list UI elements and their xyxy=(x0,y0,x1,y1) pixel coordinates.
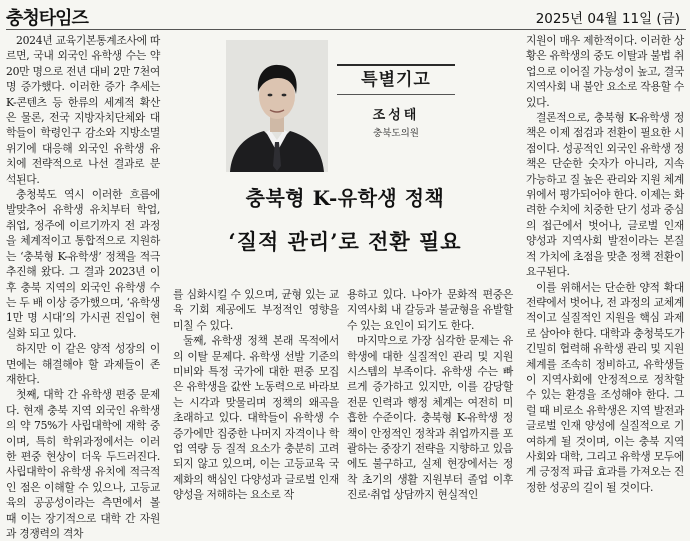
newspaper-name: 충청타임즈 xyxy=(6,8,88,29)
paragraph: 마지막으로 가장 심각한 문제는 유학생에 대한 실질적인 관리 및 지원 시스템의 부족이다. 유학생 수는 빠르게 증가하고 있지만, 이를 감당할 전문 인력과 행정 체계는 여전히 미흡한 수준이다. 충북형 K-유학생 정책이 안정적인 정착과 취업까지를 포괄하는 중장기 전략을 지향하고 있음에도 불구하고, 실제 현장에서는 정착 초기의 생활 지원부터 졸업 이후 진로·취업 상담까지 현실적인 xyxy=(347,334,513,502)
paragraph: 지원이 매우 제한적이다. 이러한 상황은 유학생의 중도 이탈과 불법 취업으로 이어질 가능성이 높고, 결국 지역사회 내 불안 요소로 작용할 수 있다. xyxy=(526,34,684,109)
headline-line-1: 충북형 K-유학생 정책 xyxy=(245,186,445,210)
author-portrait xyxy=(226,40,328,172)
paragraph: 하지만 이 같은 양적 성장의 이면에는 해결해야 할 과제들이 존재한다. xyxy=(6,342,160,386)
paragraph: 결론적으로, 충북형 K-유학생 정책은 이제 점검과 전환이 필요한 시점이다. 성공적인 외국인 유학생 정책은 단순한 숫자가 아니라, 지속 가능하고 질 높은 관리와 지원 체계 위에서 평가되어야 한다. 이제는 화려한 수치에 치중한 단기 성과 중심의 접근에서 벗어나, 글로벌 인재 양성과 지역사회 발전이라는 본질적 가치에 초점을 맞춘 정책 전환이 요구된다. xyxy=(526,111,684,279)
masthead xyxy=(6,4,686,28)
paragraph: 첫째, 대학 간 유학생 편중 문제다. 현재 충북 지역 외국인 유학생의 약 75%가 사립대학에 재학 중이며, 특히 학위과정에서는 이러한 편중 현상이 더욱 두드러진다. 사립대학이 유학생 유치에 적극적인 점은 이해할 수 있으나, 고등교육의 공공성이라는 측면에서 볼 때 이는 장기적으로 대학 간 자원과 경쟁력의 격차 xyxy=(6,388,160,540)
paragraph: 2024년 교육기본통계조사에 따르면, 국내 외국인 유학생 수는 약 20만 명으로 전년 대비 2만 7천여 명 증가했다. 이러한 증가 추세는 K-콘텐츠 등 한류의 세계적 확산은 물론, 전국 지방자치단체와 대학들이 학령인구 감소와 지방소멸 위기에 대응해 외국인 유학생 유치에 전략적으로 나선 결과로 분석된다. xyxy=(6,34,160,186)
issue-date: 2025년 04월 11일 (금) xyxy=(535,11,680,27)
author-title: 충북도의원 xyxy=(373,128,419,139)
paragraph: 둘째, 유학생 정책 본래 목적에서의 이탈 문제다. 유학생 선발 기준의 미비와 특정 국가에 대한 편중 모집은 유학생을 값싼 노동력으로 바라보는 시각과 맞물리며 정책의 왜곡을 초래하고 있다. 대학들이 유학생 수 증가에만 집중한 나머지 자격이나 학업 역량 등 질적 요소가 충분히 고려되지 않고 있으며, 이는 고등교육 국제화의 핵심인 다양성과 글로벌 인재 양성을 저해하는 요소로 작 xyxy=(173,334,339,502)
paragraph: 이를 위해서는 단순한 양적 확대 전략에서 벗어나, 전 과정의 교체계적이고 실질적인 지원을 핵심 과제로 삼아야 한다. 대학과 충청북도가 긴밀히 협력해 유학생 관리 및 지원 체계를 조속히 정비하고, 유학생들이 지역사회에 안정적으로 정착할 수 있는 환경을 조성해야 한다. 그럴 때 비로소 유학생은 지역 발전과 글로벌 인재 양성에 실질적으로 기여하게 될 것이며, 이는 충북 지역사회와 대학, 그리고 유학생 모두에게 긍정적 파급 효과를 가져오는 진정한 성공의 길이 될 것이다. xyxy=(526,280,684,494)
headline-line-2: ‘질적 관리’로 전환 필요 xyxy=(228,229,462,254)
article-column-4 xyxy=(526,33,684,513)
feature-header xyxy=(170,30,520,282)
author-name: 조성태 xyxy=(372,108,420,123)
article-column-3 xyxy=(347,287,513,513)
article-column-2 xyxy=(173,287,339,513)
column-rubric: 특별기고 xyxy=(337,64,455,95)
article-column-1 xyxy=(6,33,160,540)
paragraph: 를 심화시킬 수 있으며, 균형 있는 교육 기회 제공에도 부정적인 영향을 미칠 수 있다. xyxy=(173,288,339,332)
paragraph: 용하고 있다. 나아가 문화적 편중은 지역사회 내 갈등과 불균형을 유발할 수 있는 요인이 되기도 한다. xyxy=(347,288,513,332)
paragraph: 충청북도 역시 이러한 흐름에 발맞추어 유학생 유치부터 학업, 취업, 정주에 이르기까지 전 과정을 체계적이고 통합적으로 지원하는 ‘충북형 K-유학생’ 정책을 적극 추진해 왔다. 그 결과 2023년 이후 충북 지역의 외국인 유학생 수는 두 배 이상 증가했으며, ‘유학생 1만 명 시대’의 가시권 진입이 현실화 되고 있다. xyxy=(6,188,160,340)
